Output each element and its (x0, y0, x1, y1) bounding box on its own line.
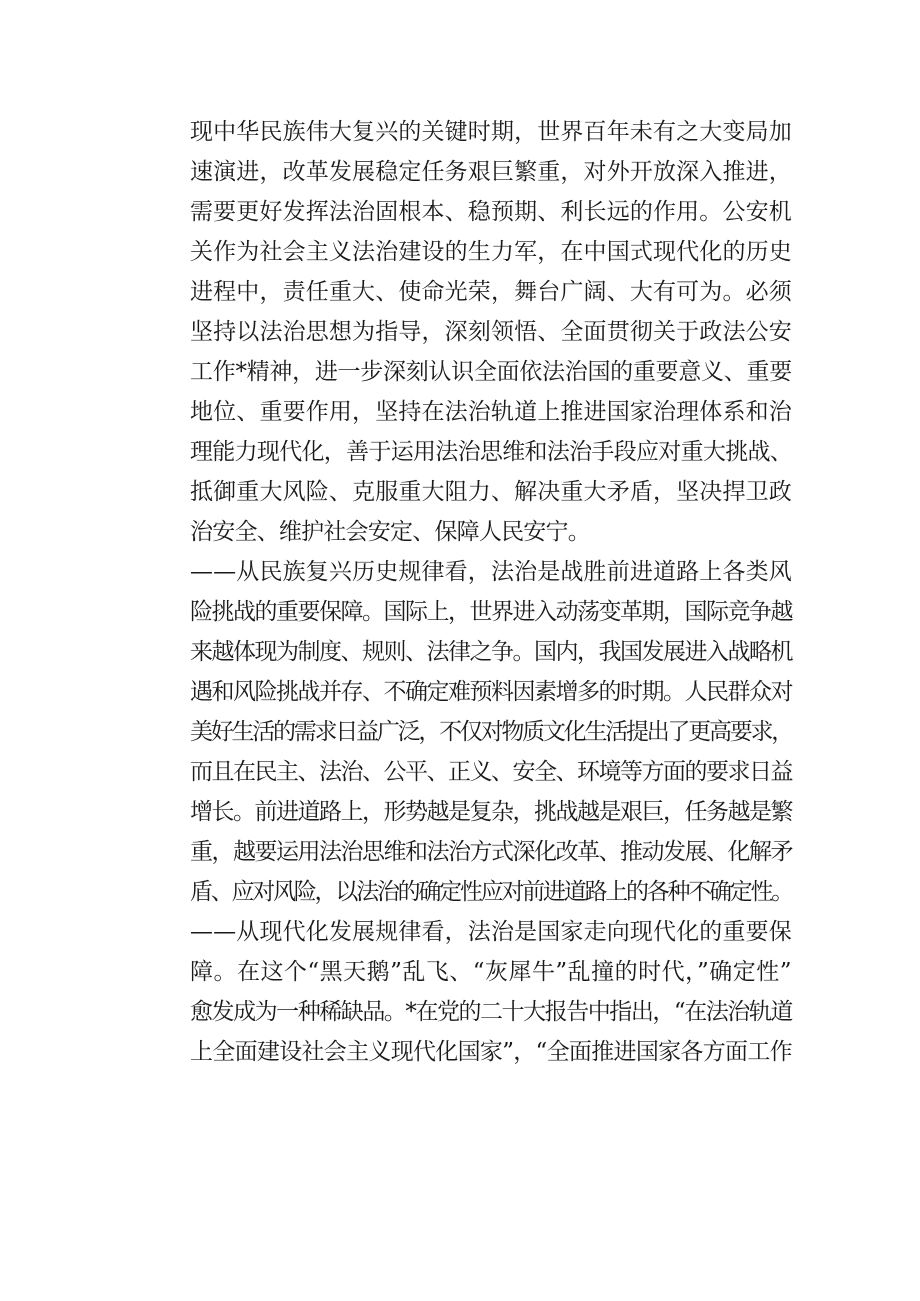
text-line: 增长。前进道路上，形势越是复杂，挑战越是艰巨，任务越是繁 (190, 799, 792, 825)
text-line: 坚持以法治思想为指导，深刻领悟、全面贯彻关于政法公安 (190, 319, 792, 345)
text-line: 来越体现为制度、规则、法律之争。国内，我国发展进入战略机 (190, 639, 792, 665)
text-line: 速演进，改革发展稳定任务艰巨繁重，对外开放深入推进， (190, 159, 792, 185)
text-line: 需要更好发挥法治固根本、稳预期、利长远的作用。公安机 (190, 199, 792, 225)
text-line: 治安全、维护社会安定、保障人民安宁。 (190, 519, 590, 545)
text-line: ——从现代化发展规律看，法治是国家走向现代化的重要保 (190, 919, 792, 945)
text-line: 进程中，责任重大、使命光荣，舞台广阔、大有可为。必须 (190, 279, 792, 305)
text-line: 工作*精神，进一步深刻认识全面依法治国的重要意义、重要 (190, 359, 792, 385)
text-line: 愈发成为一种稀缺品。*在党的二十大报告中指出，“在法治轨道 (190, 999, 792, 1025)
text-line: 理能力现代化，善于运用法治思维和法治手段应对重大挑战、 (190, 439, 793, 465)
text-line: 抵御重大风险、克服重大阻力、解决重大矛盾，坚决捍卫政 (190, 479, 792, 505)
text-line: 上全面建设社会主义现代化国家”，“全面推进国家各方面工作 (190, 1039, 792, 1065)
text-line: 现中华民族伟大复兴的关键时期，世界百年未有之大变局加 (190, 119, 792, 145)
text-line: 盾、应对风险，以法治的确定性应对前进道路上的各种不确定性。 (190, 879, 793, 905)
text-line: 而且在民主、法治、公平、正义、安全、环境等方面的要求日益 (190, 759, 792, 785)
text-line: 美好生活的需求日益广泛，不仅对物质文化生活提出了更高要求， (190, 719, 793, 745)
text-line: 地位、重要作用，坚持在法治轨道上推进国家治理体系和治 (190, 399, 792, 425)
text-line: ——从民族复兴历史规律看，法治是战胜前进道路上各类风 (190, 559, 792, 585)
text-line: 遇和风险挑战并存、不确定难预料因素增多的时期。人民群众对 (190, 679, 792, 705)
text-line: 关作为社会主义法治建设的生力军，在中国式现代化的历史 (190, 239, 792, 265)
text-line: 险挑战的重要保障。国际上，世界进入动荡变革期，国际竞争越 (190, 599, 792, 625)
text-line: 重，越要运用法治思维和法治方式深化改革、推动发展、化解矛 (190, 839, 792, 865)
text-line: 障。在这个“黑天鹅”乱飞、“灰犀牛”乱撞的时代，”确定性” (190, 959, 792, 985)
